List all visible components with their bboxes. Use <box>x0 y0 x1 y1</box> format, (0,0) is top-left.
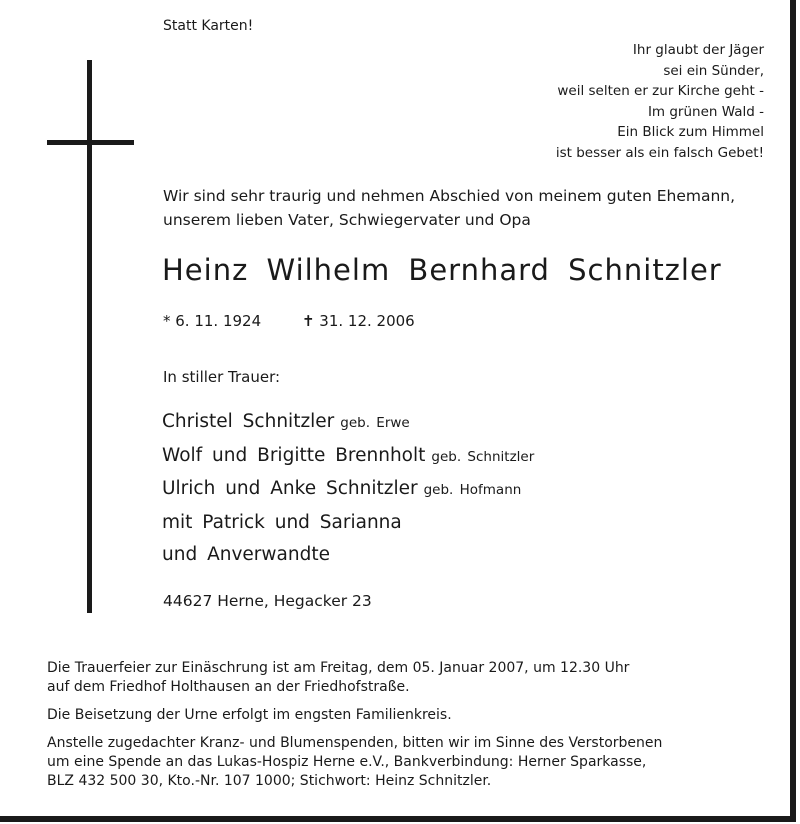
poem-line: Ihr glaubt der Jäger <box>632 42 764 58</box>
birth-date: * 6. 11. 1924 <box>163 312 262 330</box>
cross-horizontal-bar <box>47 140 134 145</box>
poem-line: weil selten er zur Kirche geht - <box>557 83 764 100</box>
ceremony-line: Die Trauerfeier zur Einäschrung ist am Freitag, dem 05. Januar 2007, um 12.30 Uhr <box>47 660 630 676</box>
mourning-label: In stiller Trauer: <box>163 368 281 386</box>
mourner-note: geb. Erwe <box>340 415 410 431</box>
poem-line: Ein Blick zum Himmel <box>617 124 764 141</box>
mourner-note: geb. Schnitzler <box>431 448 535 465</box>
mourner-name: und Anverwandte <box>162 544 330 565</box>
mourner-entry <box>162 406 534 440</box>
mourner-name: Christel Schnitzler <box>162 411 335 432</box>
mourner-entry <box>162 507 534 540</box>
poem <box>556 40 764 164</box>
burial-info: Die Beisetzung der Urne erfolgt im engsten Familienkreis. <box>47 707 452 723</box>
donation-line: Anstelle zugedachter Kranz- und Blumenspenden, bitten wir im Sinne des Verstorbenen <box>47 735 663 751</box>
mourner-name: Ulrich und Anke Schnitzler <box>162 478 418 499</box>
life-dates <box>163 312 415 330</box>
ceremony-info <box>47 659 629 697</box>
donation-line: BLZ 432 500 30, Kto.-Nr. 107 1000; Stichwort: Heinz Schnitzler. <box>47 773 492 789</box>
donation-info <box>47 734 662 791</box>
mourner-name: mit Patrick und Sarianna <box>162 511 402 533</box>
ceremony-line: auf dem Friedhof Holthausen an der Friedhofstraße. <box>47 679 410 695</box>
poem-line: Im grünen Wald - <box>647 103 764 120</box>
intro-text <box>163 184 735 232</box>
header-note: Statt Karten! <box>163 18 254 34</box>
poem-line: sei ein Sünder, <box>663 62 764 79</box>
poem-line: ist besser als ein falsch Gebet! <box>555 144 764 161</box>
mourner-entry <box>162 539 534 572</box>
mourner-entry <box>162 473 534 507</box>
mourner-name: Wolf und Brigitte Brennholt <box>162 444 426 466</box>
mourner-entry <box>162 440 534 474</box>
intro-line: unserem lieben Vater, Schwiegervater und Opa <box>163 211 531 229</box>
intro-line: Wir sind sehr traurig und nehmen Abschied von meinem guten Ehemann, <box>163 187 736 205</box>
family-address: 44627 Herne, Hegacker 23 <box>163 592 372 610</box>
mourner-note: geb. Hofmann <box>423 482 522 498</box>
donation-line: um eine Spende an das Lukas-Hospiz Herne e.V., Bankverbindung: Herner Sparkasse, <box>47 754 647 770</box>
deceased-name: Heinz Wilhelm Bernhard Schnitzler <box>162 253 722 287</box>
mourners-list <box>162 406 534 572</box>
death-date: ✝ 31. 12. 2006 <box>301 312 415 330</box>
